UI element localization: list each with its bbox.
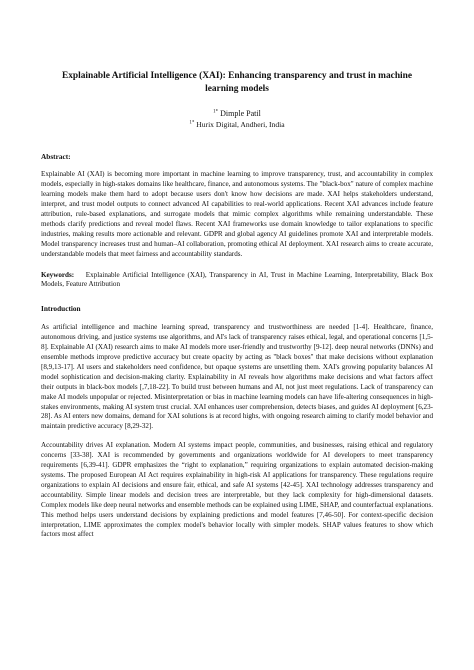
affiliation-line: [41, 120, 433, 130]
author-line: [41, 109, 433, 120]
abstract-heading: Abstract:: [41, 151, 71, 161]
introduction-paragraph-1: As artificial intelligence and machine learning spread, transparency and trustworthiness are needed [1-4]. Healthcare, finance, autonomous driving, and justice systems use algorithms, and AI's lack of transparency raises ethical, legal, and operational concerns [1,5-8]. Explainable AI (XAI) research aims to make AI models more user-friendly and trustworthy [9-12]. deep neural networks (DNNs) and ensemble methods improve predictive accuracy but create opacity by acting as "black boxes" that make decisions without explanation [8,9,13-17]. AI users and stakeholders need confidence, but opaque systems are unsettling them. XAI's growing popularity balances AI model sophistication and decision-making clarity. Explainability in AI reveals how algorithms make decisions and what factors affect their outputs in black-box models [,7,18-22]. To build trust between humans and AI, not just meet regulations. Lack of transparency can make AI models unpopular or rejected. Misinterpretation or bias in machine learning models can have life-altering consequences in high-stakes environments, making AI system trust crucial. XAI enhances user comprehension, detects biases, and guides AI deployment [6,23-28]. As AI enters new domains, demand for XAI solutions is at record highs, with ongoing research aiming to clarify model behavior and maintain predictive accuracy [8,29-32].: [41, 323, 433, 431]
affiliation-marker: 1*: [189, 119, 195, 125]
abstract-text: Explainable AI (XAI) is becoming more important in machine learning to improve transparency, trust, and accountability in complex models, especially in high-stakes domains like healthcare, finance, and autonomous systems. The "black-box" nature of complex machine learning models make them hard to adopt because users don't know how decisions are made. XAI helps stakeholders understand, interpret, and trust model outputs to connect advanced AI capabilities to real-world applications. Recent XAI advances include feature attribution, rule-based explanations, and surrogate models that mimic complex algorithms while remaining understandable. These methods clarify predictions and reveal model flaws. Recent XAI frameworks use domain knowledge to tailor explanations to specific industries, making results more actionable and relevant. GDPR and global agency AI guidelines promote XAI and interpretable models. Model transparency increases trust and human–AI collaboration, promoting ethical AI deployment. XAI research aims to create accurate, understandable models that meet fairness and accountability standards.: [41, 170, 433, 258]
author-marker: 1*: [213, 109, 219, 115]
author-name: Dimple Patil: [220, 109, 261, 118]
keywords-label: Keywords:: [41, 270, 75, 279]
keywords-text: Explainable Artificial Intelligence (XAI), Transparency in AI, Trust in Machine Learning, Interpretability, Black Box Models, Feature Attribution: [41, 270, 433, 289]
introduction-paragraph-2: Accountability drives AI explanation. Modern AI systems impact people, communities, and businesses, raising ethical and regulatory concerns [33-38]. XAI is recommended by governments and organizations worldwide for AI developers to meet transparency requirements [6,39-41]. GDPR emphasizes the “right to explanation,” requiring organizations to explain automated decision-making systems. The proposed European AI Act requires explainability in high-risk AI applications for transparency. These regulations require organizations to explain AI decisions and ensure fair, ethical, and safe AI systems [42-45]. XAI technology addresses transparency and accountability. Simple linear models and decision trees are interpretable, but they lack complexity for high-dimensional datasets. Complex models like deep neural networks and ensemble methods can be explained using LIME, SHAP, and counterfactual explanations. This method helps users understand decisions by explaining predictions and model features [7,46-50]. For context-specific decision interpretation, LIME approximates the complex model's behavior locally with simpler models. SHAP values features to show which factors most affect: [41, 441, 433, 539]
keywords-line: [41, 271, 433, 291]
introduction-heading: Introduction: [41, 304, 81, 314]
paper-title: Explainable Artificial Intelligence (XAI): Enhancing transparency and trust in machine learning models: [61, 71, 413, 94]
affiliation-text: Hurix Digital, Andheri, India: [196, 119, 285, 129]
